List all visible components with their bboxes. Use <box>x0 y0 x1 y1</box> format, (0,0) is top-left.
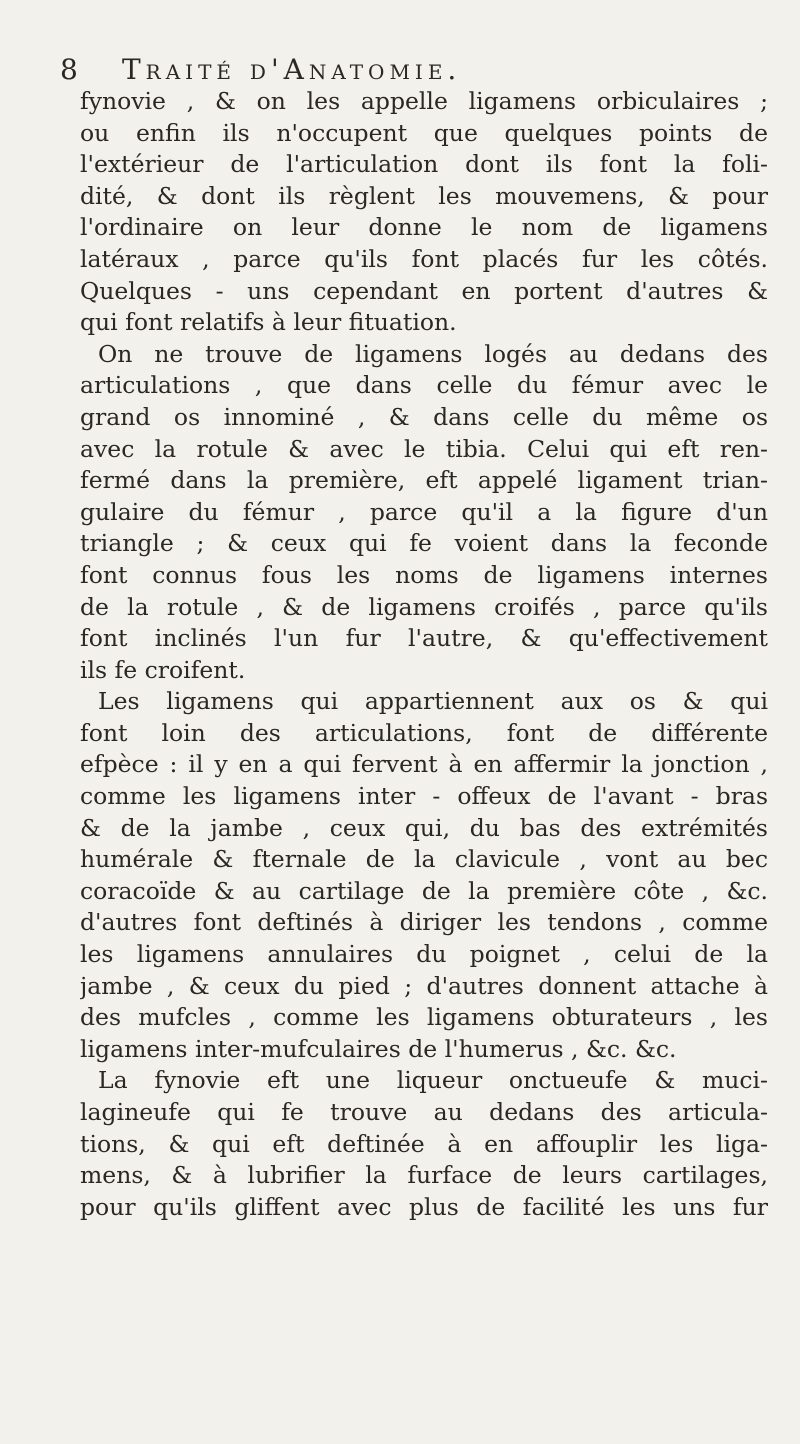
text-line: d'autres font deftinés à diriger les tendons , comme <box>80 908 768 937</box>
text-line: tions, & qui eft deftinée à en affouplir les liga- <box>80 1129 768 1158</box>
text-line: ou enfin ils n'occupent que quelques points de <box>80 118 768 147</box>
text-line: font loin des articulations, font de différente <box>80 718 768 747</box>
text-line: l'extérieur de l'articulation dont ils font la foli- <box>80 150 768 179</box>
text-line: ligamens inter-mufculaires de l'humerus , &c. &c. <box>80 1034 677 1063</box>
text-line: mens, & à lubrifier la furface de leurs cartilages, <box>80 1161 768 1190</box>
text-line: font connus fous les noms de ligamens internes <box>80 560 768 589</box>
text-line: efpèce : il y en a qui fervent à en affermir la jonction , <box>80 750 768 779</box>
text-line: dité, & dont ils règlent les mouvemens, & pour <box>80 181 768 210</box>
text-line: & de la jambe , ceux qui, du bas des extrémités <box>80 813 768 842</box>
text-line: triangle ; & ceux qui fe voient dans la feconde <box>80 529 768 558</box>
text-line: comme les ligamens inter - offeux de l'avant - bras <box>80 782 768 811</box>
text-line: qui font relatifs à leur fituation. <box>80 308 457 337</box>
text-line: gulaire du fémur , parce qu'il a la figure d'un <box>80 497 768 526</box>
body-text <box>80 86 768 1223</box>
text-line: font inclinés l'un fur l'autre, & qu'effectivement <box>80 624 768 653</box>
text-line: fynovie , & on les appelle ligamens orbiculaires ; <box>80 87 768 115</box>
text-line: Les ligamens qui appartiennent aux os & qui <box>98 687 768 716</box>
text-line: de la rotule , & de ligamens croifés , parce qu'ils <box>80 592 768 621</box>
running-title: Traité d'Anatomie. <box>122 53 462 86</box>
running-head <box>60 52 700 88</box>
text-line: lagineufe qui fe trouve au dedans des articula- <box>80 1098 768 1126</box>
text-line: avec la rotule & avec le tibia. Celui qui eft ren- <box>80 434 768 463</box>
text-line: l'ordinaire on leur donne le nom de ligamens <box>80 213 768 242</box>
text-line: latéraux , parce qu'ils font placés fur les côtés. <box>80 244 768 273</box>
text-line: grand os innominé , & dans celle du même os <box>80 402 768 431</box>
text-line: pour qu'ils gliffent avec plus de facilité les uns fur <box>80 1192 768 1221</box>
text-line: ils fe croifent. <box>80 655 246 684</box>
text-line: des mufcles , comme les ligamens obturateurs , les <box>80 1003 768 1032</box>
page-number: 8 <box>60 53 83 86</box>
text-line: La fynovie eft une liqueur onctueufe & muci- <box>98 1066 768 1095</box>
text-line: articulations , que dans celle du fémur avec le <box>80 371 768 400</box>
text-line: jambe , & ceux du pied ; d'autres donnent attache à <box>80 971 768 1000</box>
text-line: les ligamens annulaires du poignet , celui de la <box>80 940 768 969</box>
text-line: Quelques - uns cependant en portent d'autres & <box>80 276 768 305</box>
text-line: fermé dans la première, eft appelé ligament trian- <box>80 466 768 495</box>
text-line: On ne trouve de ligamens logés au dedans des <box>98 339 768 368</box>
text-line: humérale & fternale de la clavicule , vont au bec <box>80 845 768 874</box>
text-line: coracoïde & au cartilage de la première côte , &c. <box>80 876 768 905</box>
